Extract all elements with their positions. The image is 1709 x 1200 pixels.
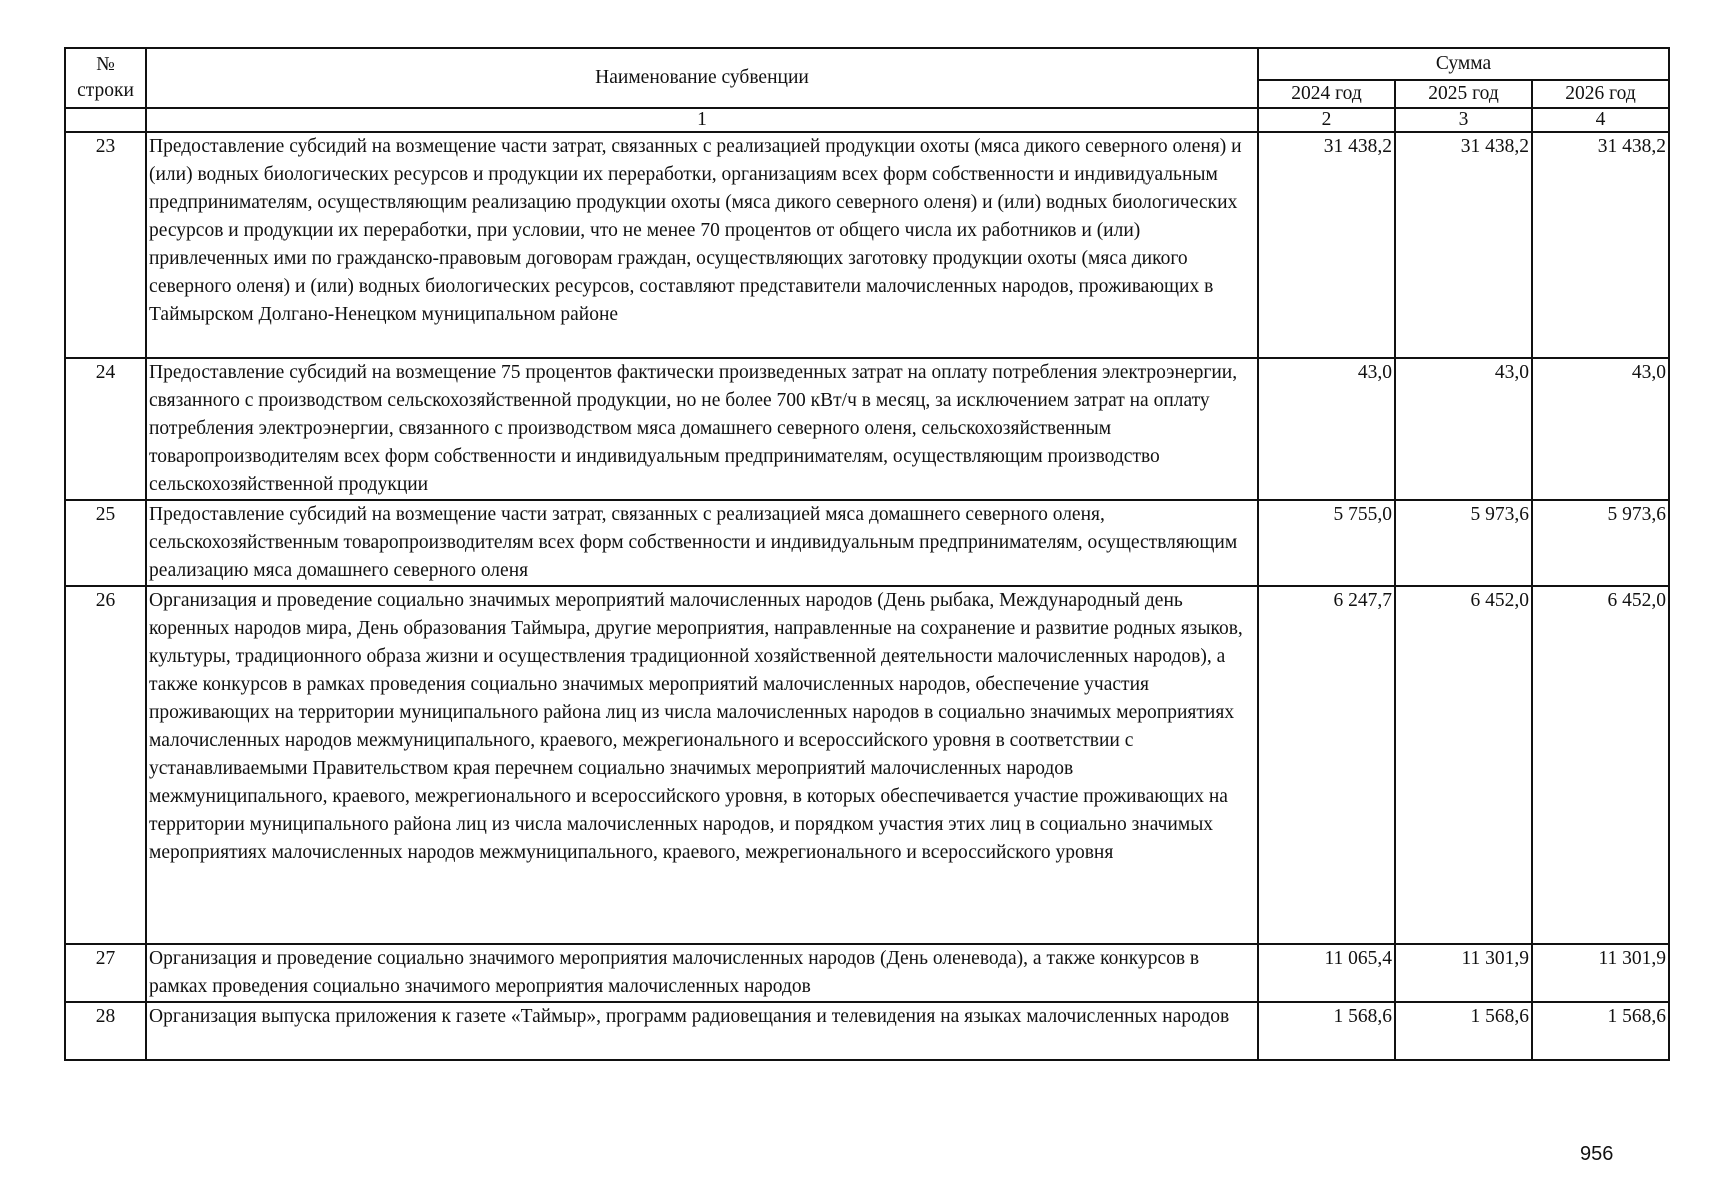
table-row <box>65 500 1669 586</box>
subvention-table <box>64 47 1670 1061</box>
table-row <box>65 586 1669 944</box>
amount-2025: 31 438,2 <box>1395 132 1532 358</box>
subvention-name: Предоставление субсидий на возмещение 75 процентов фактически произведенных затрат на оплату потребления электроэнергии, связанного с производством сельскохозяйственной продукции, но не более 700 кВт/ч в месяц, за исключением затрат на оплату потребления электроэнергии, связанного с производством мяса домашнего северного оленя, сельскохозяйственным товаропроизводителям всех форм собственности и индивидуальным предпринимателям, осуществляющим производство сельскохозяйственной продукции <box>146 358 1258 500</box>
column-number: 2 <box>1258 108 1395 132</box>
row-number: 28 <box>65 1002 146 1060</box>
row-number: 27 <box>65 944 146 1002</box>
amount-2025: 6 452,0 <box>1395 586 1532 944</box>
header-sum: Сумма <box>1258 48 1669 80</box>
column-number: 3 <box>1395 108 1532 132</box>
amount-2024: 43,0 <box>1258 358 1395 500</box>
row-number: 24 <box>65 358 146 500</box>
header-name: Наименование субвенции <box>146 48 1258 108</box>
table-row <box>65 944 1669 1002</box>
amount-2025: 5 973,6 <box>1395 500 1532 586</box>
subvention-name: Организация и проведение социально значимых мероприятий малочисленных народов (День рыбака, Международный день коренных народов мира, День образования Таймыра, другие мероприятия, направленные на сохранение и развитие родных языков, культуры, традиционного образа жизни и осуществления традиционной хозяйственной деятельности малочисленных народов), а также конкурсов в рамках проведения социально значимых мероприятий малочисленных народов, обеспечение участия проживающих на территории муниципального района лиц из числа малочисленных народов в социально значимых мероприятиях малочисленных народов межмуниципального, краевого, межрегионального и всероссийского уровня в соответствии с устанавливаемыми Правительством края перечнем социально значимых мероприятий малочисленных народов межмуниципального, краевого, межрегионального и всероссийского уровня, в которых обеспечивается участие проживающих на территории муниципального района лиц из числа малочисленных народов, и порядком участия этих лиц в социально значимых мероприятиях малочисленных народов межмуниципального, краевого, межрегионального и всероссийского уровня <box>146 586 1258 944</box>
subvention-name: Организация выпуска приложения к газете «Таймыр», программ радиовещания и телевидения на языках малочисленных народов <box>146 1002 1258 1060</box>
amount-2024: 6 247,7 <box>1258 586 1395 944</box>
amount-2024: 1 568,6 <box>1258 1002 1395 1060</box>
table-row <box>65 132 1669 358</box>
amount-2026: 6 452,0 <box>1532 586 1669 944</box>
subvention-name: Предоставление субсидий на возмещение части затрат, связанных с реализацией мяса домашнего северного оленя, сельскохозяйственным товаропроизводителям всех форм собственности и индивидуальным предпринимателям, осуществляющим реализацию мяса домашнего северного оленя <box>146 500 1258 586</box>
row-number: 23 <box>65 132 146 358</box>
header-year-2026: 2026 год <box>1532 80 1669 108</box>
amount-2026: 31 438,2 <box>1532 132 1669 358</box>
amount-2026: 43,0 <box>1532 358 1669 500</box>
column-number-empty <box>65 108 146 132</box>
header-year-2025: 2025 год <box>1395 80 1532 108</box>
amount-2025: 43,0 <box>1395 358 1532 500</box>
column-number: 4 <box>1532 108 1669 132</box>
amount-2026: 1 568,6 <box>1532 1002 1669 1060</box>
column-number: 1 <box>146 108 1258 132</box>
amount-2024: 5 755,0 <box>1258 500 1395 586</box>
header-row-number: № строки <box>65 48 146 108</box>
table-row <box>65 1002 1669 1060</box>
amount-2025: 11 301,9 <box>1395 944 1532 1002</box>
amount-2024: 11 065,4 <box>1258 944 1395 1002</box>
amount-2026: 5 973,6 <box>1532 500 1669 586</box>
row-number: 25 <box>65 500 146 586</box>
amount-2025: 1 568,6 <box>1395 1002 1532 1060</box>
amount-2026: 11 301,9 <box>1532 944 1669 1002</box>
amount-2024: 31 438,2 <box>1258 132 1395 358</box>
row-number: 26 <box>65 586 146 944</box>
column-numbers-row <box>65 108 1669 132</box>
subvention-name: Предоставление субсидий на возмещение части затрат, связанных с реализацией продукции охоты (мяса дикого северного оленя) и (или) водных биологических ресурсов и продукции их переработки, организациям всех форм собственности и индивидуальным предпринимателям, осуществляющим реализацию продукции охоты (мяса дикого северного оленя) и (или) водных биологических ресурсов и продукции их переработки, при условии, что не менее 70 процентов от общего числа их работников и (или) привлеченных ими по гражданско-правовым договорам граждан, осуществляющих заготовку продукции охоты (мяса дикого северного оленя) и (или) водных биологических ресурсов, составляют представители малочисленных народов, проживающих в Таймырском Долгано-Ненецком муниципальном районе <box>146 132 1258 358</box>
header-year-2024: 2024 год <box>1258 80 1395 108</box>
table-row <box>65 358 1669 500</box>
subvention-name: Организация и проведение социально значимого мероприятия малочисленных народов (День оленевода), а также конкурсов в рамках проведения социально значимого мероприятия малочисленных народов <box>146 944 1258 1002</box>
page-number: 956 <box>1580 1143 1614 1165</box>
